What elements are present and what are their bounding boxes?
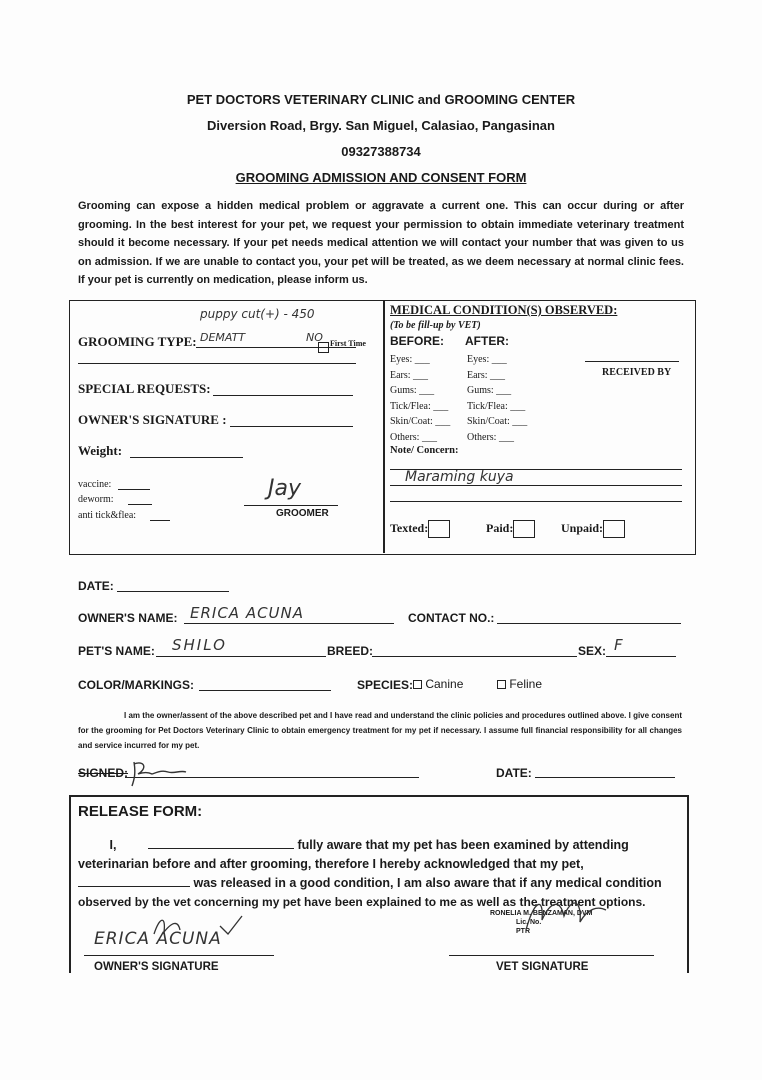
release-name-field[interactable] xyxy=(148,836,294,849)
date-field[interactable] xyxy=(117,591,229,592)
clinic-phone: 09327388734 xyxy=(341,144,421,159)
texted-label: Texted: xyxy=(390,520,429,535)
paid-field[interactable] xyxy=(486,520,535,538)
vet-stamp-lic: Lic. No. xyxy=(516,919,542,926)
consent-date-field[interactable] xyxy=(535,777,675,778)
contact-label: CONTACT NO.: xyxy=(408,611,495,625)
before-eyes[interactable]: Eyes: ___ xyxy=(390,354,430,365)
note-line-2 xyxy=(390,485,682,486)
canine-option[interactable] xyxy=(413,677,463,691)
pet-name-label: PET'S NAME: xyxy=(78,644,155,658)
feline-checkbox[interactable] xyxy=(497,680,506,689)
sex-label: SEX: xyxy=(578,644,607,658)
feline-option[interactable] xyxy=(497,677,542,691)
owner-name-line xyxy=(184,623,394,624)
note-line-3 xyxy=(390,501,682,502)
note-value[interactable]: Maraming kuya xyxy=(405,469,514,485)
clinic-name: PET DOCTORS VETERINARY CLINIC and GROOMING CENTER xyxy=(186,92,576,107)
release-text-4: observed by the vet concerning my pet have been explained to me as well as the treatment options. xyxy=(78,895,646,909)
medical-title: MEDICAL CONDITION(S) OBSERVED: xyxy=(390,303,618,317)
after-others[interactable]: Others: ___ xyxy=(467,431,514,443)
special-requests-label: SPECIAL REQUESTS: xyxy=(78,381,211,396)
canine-checkbox[interactable] xyxy=(413,680,422,689)
date-label: DATE: xyxy=(78,579,114,593)
breed-field[interactable] xyxy=(372,656,577,657)
handwritten-no: NO xyxy=(306,331,323,344)
pet-name-value[interactable]: SHILO xyxy=(172,636,227,654)
groomer-line xyxy=(244,505,338,506)
grooming-type-label: GROOMING TYPE: xyxy=(78,334,197,349)
texted-field[interactable] xyxy=(390,520,450,538)
owner-signature-label: OWNER'S SIGNATURE : xyxy=(78,412,227,427)
unpaid-label: Unpaid: xyxy=(561,520,604,535)
pet-name-line xyxy=(156,656,326,657)
contact-field[interactable] xyxy=(497,623,681,624)
owner-name-value[interactable]: ERICA ACUNA xyxy=(190,604,305,622)
anti-tick-field[interactable] xyxy=(150,520,170,521)
anti-tick-label: anti tick&flea: xyxy=(78,510,137,521)
after-tick-flea[interactable]: Tick/Flea: ___ xyxy=(467,400,526,412)
paid-checkbox[interactable] xyxy=(513,520,535,538)
weight-label: Weight: xyxy=(78,443,123,458)
received-by-label: RECEIVED BY xyxy=(602,367,672,378)
note-label: Note/ Concern: xyxy=(390,445,459,456)
note-line-1 xyxy=(390,469,682,470)
handwritten-service: puppy cut(+) - 450 xyxy=(200,307,315,321)
vaccine-label: vaccine: xyxy=(78,479,112,490)
unpaid-checkbox[interactable] xyxy=(603,520,625,538)
received-by-line[interactable] xyxy=(585,361,679,362)
before-label: BEFORE: xyxy=(390,334,444,348)
color-label: COLOR/MARKINGS: xyxy=(78,678,194,692)
owner-signature-label: OWNER'S SIGNATURE xyxy=(94,961,219,973)
owner-signature-scribble xyxy=(150,912,250,940)
signed-label: SIGNED: xyxy=(78,766,129,780)
consent-date-label: DATE: xyxy=(496,766,532,780)
release-text-3: was released in a good condition, I am also aware that if any medical condition xyxy=(193,876,662,890)
after-eyes[interactable]: Eyes: ___ xyxy=(467,354,507,365)
release-i-label: I, xyxy=(109,838,117,852)
first-time-checkbox[interactable] xyxy=(318,339,329,357)
species-label: SPECIES: xyxy=(357,678,414,692)
sex-value[interactable]: F xyxy=(614,636,623,654)
release-pet-field[interactable] xyxy=(78,874,190,887)
consent-signature-scribble xyxy=(128,756,192,790)
deworm-field[interactable] xyxy=(128,504,152,505)
medical-subtitle: (To be fill-up by VET) xyxy=(390,320,481,331)
sex-line xyxy=(606,656,676,657)
before-gums[interactable]: Gums: ___ xyxy=(390,385,435,396)
color-field[interactable] xyxy=(199,690,331,691)
vet-signature-label: VET SIGNATURE xyxy=(496,961,589,973)
consent-text: I am the owner/assent of the above described pet and I have read and understand the clinic policies and procedures outlined above. I give consent for the grooming for Pet Doctors Veterinary Clinic to obtain emergency treatment for my pet if necessary. I assume full financial responsibility for all changes and service incurred for my pet. xyxy=(78,711,682,750)
deworm-label: deworm: xyxy=(78,494,114,505)
breed-label: BREED: xyxy=(327,644,374,658)
special-requests-field[interactable] xyxy=(213,395,353,396)
release-left-border xyxy=(69,795,71,973)
weight-field[interactable] xyxy=(130,457,243,458)
vaccine-field[interactable] xyxy=(118,489,150,490)
clinic-address: Diversion Road, Brgy. San Miguel, Calasiao, Pangasinan xyxy=(207,118,555,133)
release-text-2: veterinarian before and after grooming, therefore I hereby acknowledged that my pet, xyxy=(78,857,584,871)
release-top-border xyxy=(69,795,688,797)
after-ears[interactable]: Ears: ___ xyxy=(467,369,506,381)
owner-name-label: OWNER'S NAME: xyxy=(78,611,178,625)
after-conditions xyxy=(467,352,527,445)
vet-stamp-name: RONELIA M. BENZAMAN, DVM xyxy=(490,910,593,917)
form-title: GROOMING ADMISSION AND CONSENT FORM xyxy=(235,170,527,185)
texted-checkbox[interactable] xyxy=(428,520,450,538)
unpaid-field[interactable] xyxy=(561,520,625,538)
release-right-border xyxy=(687,795,689,973)
before-skin-coat[interactable]: Skin/Coat: ___ xyxy=(390,416,451,427)
owner-signature-field[interactable] xyxy=(230,426,353,427)
before-ears[interactable]: Ears: ___ xyxy=(390,369,429,381)
before-conditions xyxy=(390,352,450,445)
release-owner-signature[interactable]: ERICA ACUNA xyxy=(94,929,222,949)
after-skin-coat[interactable]: Skin/Coat: ___ xyxy=(467,416,528,427)
first-time-label: First Time xyxy=(330,339,366,348)
after-label: AFTER: xyxy=(465,334,509,348)
box-divider xyxy=(383,300,385,553)
after-gums[interactable]: Gums: ___ xyxy=(467,385,512,396)
groomer-signature: Jay xyxy=(268,476,301,501)
release-text-1: fully aware that my pet has been examined by attending xyxy=(297,838,629,852)
feline-label: Feline xyxy=(509,677,543,691)
before-tick-flea[interactable]: Tick/Flea: ___ xyxy=(390,400,449,412)
owner-signature-line xyxy=(84,955,274,956)
vet-signature-line[interactable] xyxy=(449,955,654,956)
grooming-type-value[interactable]: DEMATT xyxy=(200,331,246,344)
canine-label: Canine xyxy=(425,677,464,691)
grooming-extra-line xyxy=(78,363,356,364)
before-others[interactable]: Others: ___ xyxy=(390,431,437,443)
release-title: RELEASE FORM: xyxy=(78,803,203,820)
vet-signature-scribble xyxy=(520,890,610,940)
vet-stamp-ptr: PTR xyxy=(516,928,530,935)
intro-paragraph: Grooming can expose a hidden medical problem or aggravate a current one. This can occur during or after grooming. In the best interest for your pet, we request your permission to obtain immediate veterinary treatment should it become necessary. If your pet needs medical attention we will contact your number that was given to us on admission. If we are unable to contact you, your pet will be treated, as we deem necessary at normal clinic fees. If your pet is currently on medication, please inform us. xyxy=(78,200,684,286)
paid-label: Paid: xyxy=(486,520,514,535)
groomer-label: GROOMER xyxy=(276,508,329,519)
